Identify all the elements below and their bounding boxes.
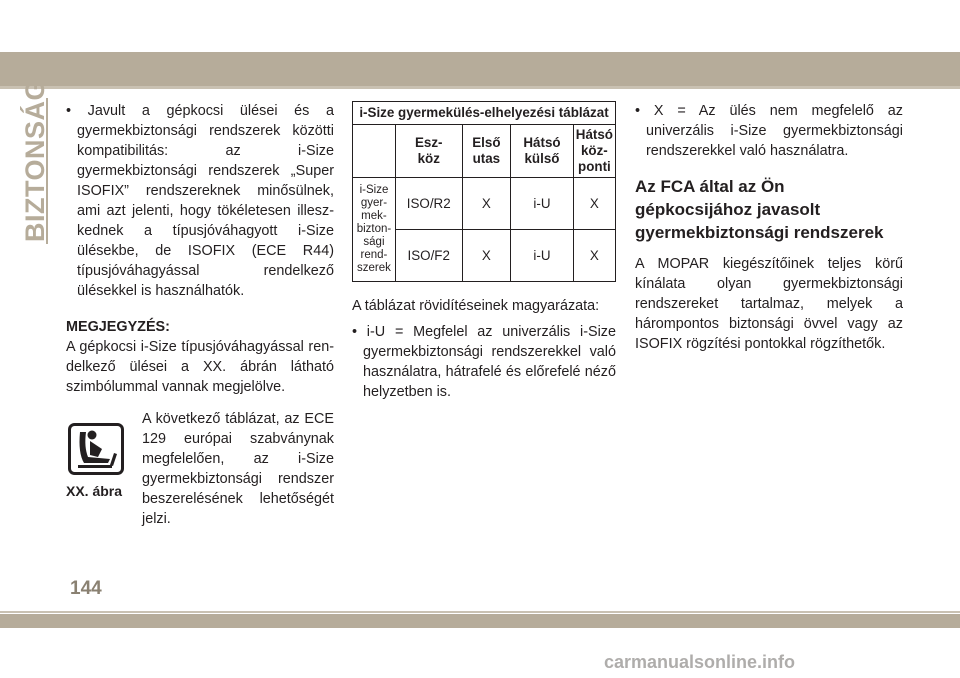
footer-band-line	[0, 611, 960, 613]
table-cell: X	[573, 230, 615, 282]
col-header-rear-center: Hátsó köz- ponti	[573, 125, 615, 178]
table-corner-cell	[353, 125, 396, 178]
legend-iu: • i-U = Megfelel az univerzális i-Size gyermekbiztonsági rendszerekkel való használatra, hátrafelé és előrefelé néző helyzetben is.	[352, 324, 616, 400]
page-number: 144	[70, 578, 102, 599]
col-header-rear-outer: Hátsó külső	[511, 125, 574, 178]
table-cell: X	[573, 178, 615, 230]
note-text: A gépkocsi i-Size típusjóváhagyással rendelkező ülései a XX. ábrán látható szimbólummal vannak megjelölve.	[66, 339, 334, 395]
table-cell: i-U	[511, 230, 574, 282]
mopar-paragraph: A MOPAR kiegészítőinek teljes körű kínálata olyan gyermekbiztonsági rendszereket tartalmaz, melyek a hárompontos biztonsági övvel vagy az ISOFIX rögzítési pontokkal rögzíthetők.	[635, 256, 903, 352]
header-band	[0, 52, 960, 86]
note-heading: MEGJEGYZÉS:	[66, 319, 170, 335]
compatibility-bullet: • Javult a gépkocsi ülései és a gyermekbiztonsági rendszerek közötti kompatibilitás: az i-Size gyermekbiztonsági rendszerek „Super ISOFIX” rendszereknek minősülnek, ami azt jelenti, hogy tökéletesen illeszkednek a típusjóváhagyott i-Size ülésekbe, de ISOFIX (ECE R44) típusjóváhagyással rendelkező ülésekkel is használhatók.	[66, 103, 334, 299]
table-cell: ISO/R2	[395, 178, 462, 230]
watermark: carmanualsonline.info	[604, 652, 796, 672]
table-cell: i-U	[511, 178, 574, 230]
figure-caption: XX. ábra	[66, 483, 123, 499]
legend-intro: A táblázat rövidítéseinek magyarázata:	[352, 298, 600, 314]
legend-x: • X = Az ülés nem megfelelő az univerzális i-Size gyermekbiztonsági rendszerekkel való használatra.	[635, 103, 903, 159]
footer-band	[0, 614, 960, 628]
table-cell: X	[462, 230, 511, 282]
col-header-device: Esz- köz	[395, 125, 462, 178]
figure-block	[66, 409, 334, 527]
section-heading: Az FCA által az Ön gépkocsijához javasolt gyermekbiztonsági rendszerek	[635, 177, 884, 242]
header-band-line	[0, 86, 960, 89]
column-2	[352, 101, 616, 402]
table-title: i-Size gyermekülés-elhelyezési táblázat	[353, 102, 616, 125]
table-cell: X	[462, 178, 511, 230]
table-row	[353, 178, 616, 230]
column-3	[635, 101, 903, 354]
figure-text: A következő táblázat, az ECE 129 európai szabványnak megfelelően, az i-Size gyermekbiztonsági rendszer beszerelésének lehetőségét jelzi.	[142, 411, 334, 527]
table-cell: ISO/F2	[395, 230, 462, 282]
column-1	[66, 101, 334, 527]
row-header: i-Size gyer- mek- bizton- sági rend- szerek	[353, 178, 396, 282]
section-side-label: BIZTONSÁG	[20, 78, 50, 242]
col-header-front-passenger: Első utas	[462, 125, 511, 178]
isize-placement-table	[352, 101, 616, 282]
child-seat-isize-icon	[68, 423, 124, 475]
